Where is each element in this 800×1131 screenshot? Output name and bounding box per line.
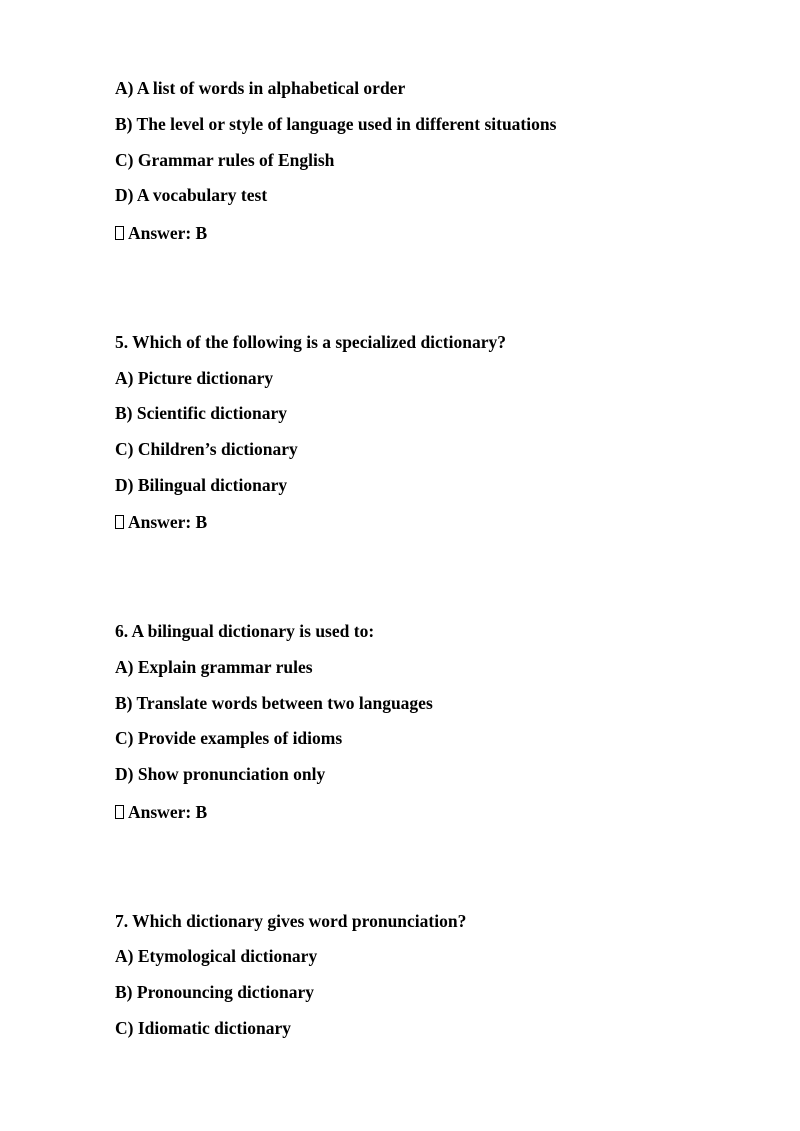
q4-option-d: D) A vocabulary test [115, 185, 268, 205]
q4-option-c: C) Grammar rules of English [115, 150, 335, 170]
q6-option-b: B) Translate words between two languages [115, 693, 433, 713]
q6-question: 6. A bilingual dictionary is used to: [115, 621, 375, 641]
q6-option-c: C) Provide examples of idioms [115, 728, 343, 748]
q5-option-c: C) Children’s dictionary [115, 439, 298, 459]
q4-answer [115, 223, 207, 243]
q6-option-a: A) Explain grammar rules [115, 657, 313, 677]
q7-option-c: C) Idiomatic dictionary [115, 1018, 291, 1038]
q5-question: 5. Which of the following is a specialized dictionary? [115, 332, 506, 352]
q6-answer-text: Answer: B [128, 802, 208, 822]
q5-option-b: B) Scientific dictionary [115, 403, 288, 423]
missing-glyph-box-icon [115, 226, 124, 240]
q5-option-a: A) Picture dictionary [115, 368, 274, 388]
missing-glyph-box-icon [115, 805, 124, 819]
missing-glyph-box-icon [115, 515, 124, 529]
q7-option-b: B) Pronouncing dictionary [115, 982, 315, 1002]
q6-answer [115, 802, 207, 822]
q4-option-b: B) The level or style of language used in different situations [115, 114, 557, 134]
q7-question: 7. Which dictionary gives word pronunciation? [115, 911, 467, 931]
q5-answer [115, 512, 207, 532]
q4-answer-text: Answer: B [128, 223, 208, 243]
q5-option-d: D) Bilingual dictionary [115, 475, 288, 495]
q4-option-a: A) A list of words in alphabetical order [115, 78, 406, 98]
q7-option-a: A) Etymological dictionary [115, 946, 318, 966]
q6-option-d: D) Show pronunciation only [115, 764, 326, 784]
q5-answer-text: Answer: B [128, 512, 208, 532]
